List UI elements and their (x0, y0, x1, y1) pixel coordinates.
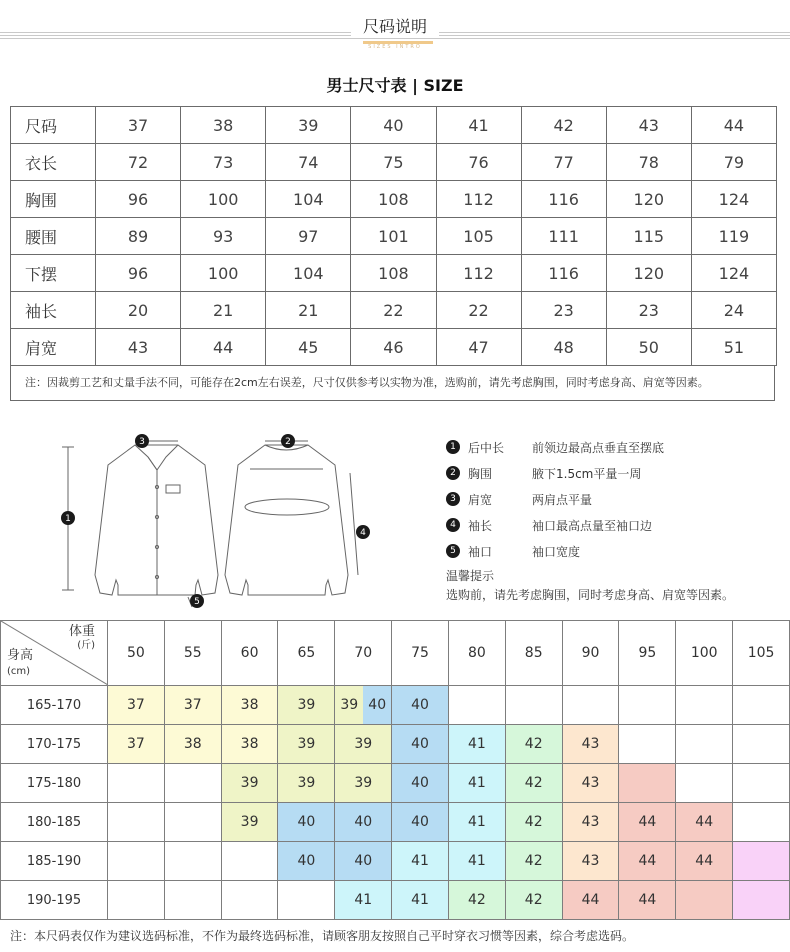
size-recommendation-cell: 44 (562, 881, 619, 920)
size-recommendation-cell (221, 842, 278, 881)
size-recommendation-cell (164, 842, 221, 881)
size-recommendation-cell: 42 (448, 881, 505, 920)
size-recommendation-cell: 44 (619, 881, 676, 920)
size-row (11, 144, 777, 181)
size-cell: 78 (606, 144, 691, 181)
size-recommendation-cell (619, 686, 676, 725)
size-cell: 89 (96, 218, 181, 255)
size-cell: 111 (521, 218, 606, 255)
height-row-label: 165-170 (1, 686, 108, 725)
weight-axis-label: 体重 (斤) (68, 624, 95, 651)
height-row (1, 686, 790, 725)
size-recommendation-cell (108, 881, 165, 920)
weight-header-cell: 50 (108, 621, 165, 686)
legend-item (446, 434, 776, 460)
size-cell: 97 (266, 218, 351, 255)
legend-number-badge: 5 (446, 544, 460, 558)
size-recommendation-cell: 43 (562, 842, 619, 881)
legend-desc: 腋下1.5cm平量一周 (532, 466, 642, 481)
weight-header-cell: 80 (448, 621, 505, 686)
size-row (11, 218, 777, 255)
size-recommendation-cell: 42 (505, 881, 562, 920)
size-recommendation-cell: 37 (164, 686, 221, 725)
size-cell: 96 (96, 255, 181, 292)
diagram-label-5: 5 (194, 597, 200, 607)
size-table-note: 注：因裁剪工艺和丈量手法不同，可能存在2cm左右误差，尺寸仅供参考以实物为准，选购前，请先考虑胸围，同时考虑身高、肩宽等因素。 (10, 365, 775, 401)
height-row-label: 170-175 (1, 725, 108, 764)
size-recommendation-cell (676, 881, 733, 920)
size-recommendation-cell (676, 686, 733, 725)
size-recommendation-cell: 42 (505, 764, 562, 803)
size-cell: 40 (351, 107, 436, 144)
size-cell: 96 (96, 181, 181, 218)
diagram-label-4: 4 (360, 528, 366, 538)
size-table-title: 男士尺寸表 | SIZE (326, 76, 464, 95)
legend-item (446, 460, 776, 486)
tips-title: 温馨提示 (446, 569, 495, 583)
weight-header-cell: 70 (335, 621, 392, 686)
size-recommendation-cell: 40 (335, 842, 392, 881)
size-recommendation-cell: 40 (392, 764, 449, 803)
size-recommendation-cell: 42 (505, 725, 562, 764)
size-recommendation-cell (278, 881, 335, 920)
size-cell: 115 (606, 218, 691, 255)
legend-name: 后中长 (468, 440, 505, 455)
size-cell: 23 (521, 292, 606, 329)
size-cell: 101 (351, 218, 436, 255)
size-cell: 42 (521, 107, 606, 144)
height-row-label: 180-185 (1, 803, 108, 842)
shirt-drawing (40, 425, 440, 620)
size-recommendation-cell: 41 (448, 842, 505, 881)
size-cell: 77 (521, 144, 606, 181)
size-recommendation-cell (676, 725, 733, 764)
size-recommendation-cell (733, 842, 790, 881)
size-recommendation-cell (733, 803, 790, 842)
size-cell: 45 (266, 329, 351, 366)
size-recommendation-cell: 44 (676, 842, 733, 881)
size-cell: 108 (351, 255, 436, 292)
size-recommendation-cell: 40 (392, 725, 449, 764)
size-recommendation-cell (562, 686, 619, 725)
size-recommendation-cell: 43 (562, 803, 619, 842)
size-cell: 100 (181, 255, 266, 292)
size-row-label: 胸围 (11, 181, 96, 218)
size-recommendation-cell (505, 686, 562, 725)
size-recommendation-cell: 42 (505, 842, 562, 881)
measure-legend (446, 434, 776, 564)
size-recommendation-cell (108, 764, 165, 803)
diagram-label-1: 1 (65, 514, 71, 524)
weight-header-row (1, 621, 790, 686)
size-recommendation-cell: 41 (392, 842, 449, 881)
weight-header-cell: 95 (619, 621, 676, 686)
size-cell: 24 (691, 292, 776, 329)
legend-number-badge: 4 (446, 518, 460, 532)
size-row-label: 下摆 (11, 255, 96, 292)
size-recommendation-cell: 41 (392, 881, 449, 920)
size-row-label: 肩宽 (11, 329, 96, 366)
height-row-label: 190-195 (1, 881, 108, 920)
legend-name: 袖口 (468, 544, 493, 559)
diagram-label-2: 2 (285, 437, 291, 447)
size-recommendation-cell: 39 (335, 725, 392, 764)
weight-header-cell: 85 (505, 621, 562, 686)
size-cell: 75 (351, 144, 436, 181)
diagram-label-3: 3 (139, 437, 145, 447)
size-cell: 41 (436, 107, 521, 144)
size-recommendation-cell: 41 (448, 725, 505, 764)
weight-header-cell: 75 (392, 621, 449, 686)
size-cell: 124 (691, 181, 776, 218)
height-row-label: 175-180 (1, 764, 108, 803)
size-row-label: 袖长 (11, 292, 96, 329)
size-recommendation-cell (108, 803, 165, 842)
size-recommendation-cell: 40 (278, 842, 335, 881)
size-cell: 116 (521, 181, 606, 218)
height-row (1, 803, 790, 842)
size-recommendation-cell (733, 764, 790, 803)
tips-box (446, 567, 734, 605)
size-row-label: 尺码 (11, 107, 96, 144)
section-title: 尺码说明 (0, 14, 790, 37)
weight-height-table (0, 620, 790, 920)
size-cell: 22 (351, 292, 436, 329)
size-recommendation-cell: 39 40 (335, 686, 392, 725)
legend-desc: 袖口最高点量至袖口边 (532, 518, 653, 533)
tips-text: 选购前，请先考虑胸围，同时考虑身高、肩宽等因素。 (446, 588, 735, 602)
size-cell: 20 (96, 292, 181, 329)
size-recommendation-cell: 44 (619, 842, 676, 881)
size-row (11, 107, 777, 144)
size-cell: 44 (181, 329, 266, 366)
section-subtitle: SIZES INTRO (368, 44, 422, 50)
legend-desc: 两肩点平量 (532, 492, 593, 507)
size-cell: 44 (691, 107, 776, 144)
size-cell: 104 (266, 255, 351, 292)
size-cell: 21 (266, 292, 351, 329)
size-recommendation-cell (676, 764, 733, 803)
size-cell: 104 (266, 181, 351, 218)
table-corner (1, 621, 108, 686)
size-recommendation-cell: 43 (562, 725, 619, 764)
size-recommendation-cell (619, 764, 676, 803)
size-recommendation-cell: 37 (108, 686, 165, 725)
size-cell: 76 (436, 144, 521, 181)
size-recommendation-cell: 44 (676, 803, 733, 842)
size-recommendation-cell: 39 (221, 803, 278, 842)
size-cell: 43 (96, 329, 181, 366)
weight-header-cell: 100 (676, 621, 733, 686)
size-recommendation-cell: 40 (392, 686, 449, 725)
weight-header-cell: 105 (733, 621, 790, 686)
legend-name: 袖长 (468, 518, 493, 533)
size-recommendation-cell (619, 725, 676, 764)
size-recommendation-cell: 38 (221, 686, 278, 725)
size-cell: 100 (181, 181, 266, 218)
legend-item (446, 512, 776, 538)
size-row-label: 腰围 (11, 218, 96, 255)
size-row (11, 255, 777, 292)
legend-number-badge: 3 (446, 492, 460, 506)
size-recommendation-cell: 37 (108, 725, 165, 764)
shirt-measure-diagram (40, 425, 440, 620)
weight-header-cell: 65 (278, 621, 335, 686)
size-cell: 50 (606, 329, 691, 366)
size-cell: 23 (606, 292, 691, 329)
legend-name: 胸围 (468, 466, 493, 481)
size-recommendation-cell: 42 (505, 803, 562, 842)
weight-header-cell: 90 (562, 621, 619, 686)
size-recommendation-cell (448, 686, 505, 725)
legend-desc: 前领边最高点垂直至摆底 (532, 440, 665, 455)
size-recommendation-cell: 39 (221, 764, 278, 803)
size-recommendation-cell: 38 (164, 725, 221, 764)
height-row-label: 185-190 (1, 842, 108, 881)
size-recommendation-cell (164, 881, 221, 920)
size-cell: 73 (181, 144, 266, 181)
size-cell: 93 (181, 218, 266, 255)
size-cell: 112 (436, 181, 521, 218)
size-cell: 119 (691, 218, 776, 255)
legend-item (446, 486, 776, 512)
size-recommendation-cell (733, 686, 790, 725)
size-row (11, 292, 777, 329)
size-cell: 112 (436, 255, 521, 292)
size-cell: 72 (96, 144, 181, 181)
weight-header-cell: 60 (221, 621, 278, 686)
size-recommendation-cell: 39 (278, 686, 335, 725)
legend-number-badge: 1 (446, 440, 460, 454)
size-recommendation-cell: 38 (221, 725, 278, 764)
height-row (1, 725, 790, 764)
size-cell: 120 (606, 255, 691, 292)
size-cell: 47 (436, 329, 521, 366)
size-cell: 38 (181, 107, 266, 144)
size-cell: 124 (691, 255, 776, 292)
size-cell: 22 (436, 292, 521, 329)
height-row (1, 764, 790, 803)
size-recommendation-cell: 40 (335, 803, 392, 842)
height-axis-label: 身高 (cm) (7, 648, 34, 677)
size-recommendation-cell (164, 764, 221, 803)
size-recommendation-cell: 41 (448, 764, 505, 803)
size-recommendation-cell: 39 (335, 764, 392, 803)
size-row (11, 181, 777, 218)
legend-name: 肩宽 (468, 492, 493, 507)
size-recommendation-cell: 40 (278, 803, 335, 842)
size-recommendation-cell: 41 (448, 803, 505, 842)
size-cell: 108 (351, 181, 436, 218)
size-recommendation-cell: 43 (562, 764, 619, 803)
size-cell: 79 (691, 144, 776, 181)
size-cell: 21 (181, 292, 266, 329)
size-recommendation-cell: 39 (278, 764, 335, 803)
size-recommendation-cell (221, 881, 278, 920)
legend-desc: 袖口宽度 (532, 544, 581, 559)
size-table (10, 106, 777, 366)
size-cell: 120 (606, 181, 691, 218)
size-cell: 37 (96, 107, 181, 144)
size-recommendation-cell (733, 881, 790, 920)
size-recommendation-cell: 39 (278, 725, 335, 764)
size-cell: 43 (606, 107, 691, 144)
size-cell: 116 (521, 255, 606, 292)
footer-note: 注：本尺码表仅作为建议选码标准，不作为最终选码标准，请顾客朋友按照自己平时穿衣习惯等因素，综合考虑选码。 (10, 929, 635, 943)
weight-header-cell: 55 (164, 621, 221, 686)
size-recommendation-cell: 41 (335, 881, 392, 920)
legend-item (446, 538, 776, 564)
size-recommendation-cell (733, 725, 790, 764)
size-recommendation-cell (108, 842, 165, 881)
height-row (1, 881, 790, 920)
size-recommendation-cell (164, 803, 221, 842)
size-cell: 46 (351, 329, 436, 366)
size-cell: 74 (266, 144, 351, 181)
size-cell: 39 (266, 107, 351, 144)
size-recommendation-cell: 44 (619, 803, 676, 842)
size-cell: 51 (691, 329, 776, 366)
height-row (1, 842, 790, 881)
size-recommendation-cell: 40 (392, 803, 449, 842)
legend-number-badge: 2 (446, 466, 460, 480)
size-row-label: 衣长 (11, 144, 96, 181)
size-cell: 105 (436, 218, 521, 255)
size-cell: 48 (521, 329, 606, 366)
size-row (11, 329, 777, 366)
